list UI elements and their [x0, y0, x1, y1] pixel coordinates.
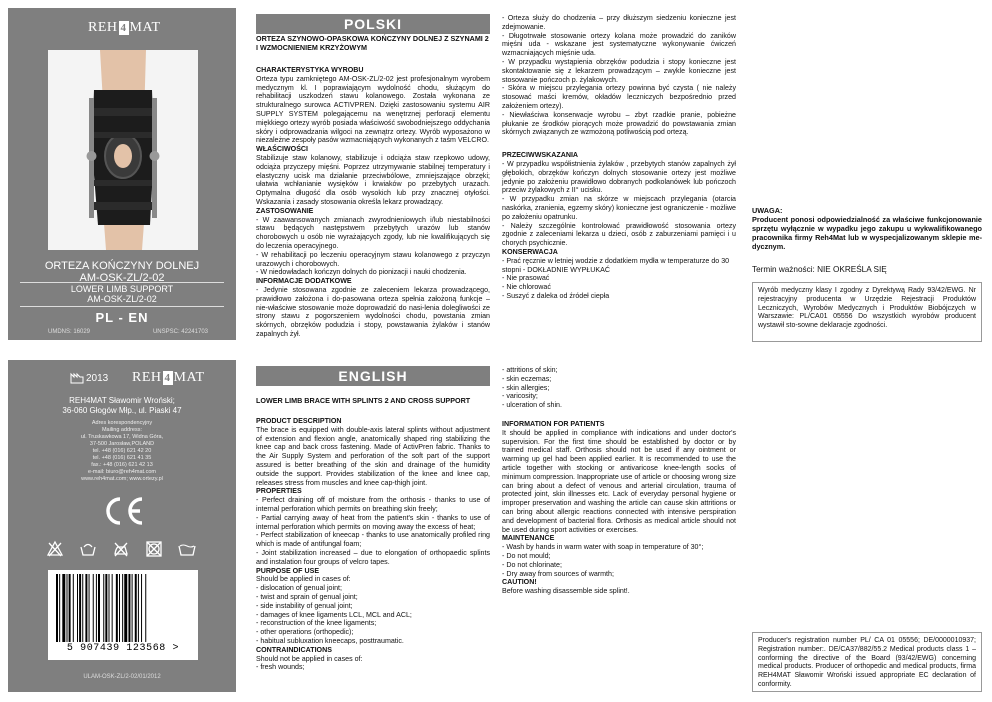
- barcode-bar: [82, 574, 83, 642]
- list-item: - Do not mould;: [502, 551, 551, 560]
- barcode-bar: [56, 574, 58, 642]
- polski-column-2: [502, 14, 736, 301]
- section-heading: PRODUCT DESCRIPTION: [256, 417, 342, 425]
- caution-body: Before washing disassemble side splint!.: [502, 587, 630, 596]
- polski-column-1: [256, 14, 490, 339]
- wash-30-icon: [178, 540, 196, 558]
- list-item: - Perfect draining off of moisture from the orthosis - thanks to use of internal perforation which permits on breathing skin freely;: [256, 496, 490, 513]
- section-heading: CONTRAINDICATIONS: [256, 645, 332, 654]
- list-item: - Prać ręcznie w letniej wodzie z dodatkiem mydła w temperaturze do 30 stopni - DOKŁADNIE WYPŁUKAĆ: [502, 256, 730, 274]
- polski-heading: POLSKI: [256, 14, 490, 34]
- list-item: - Należy szczególnie kontrolować prawidłowość stosowania ortezy zgodnie z zaleceniami lekarza u dzieci, osób z zaburzeniami pamięci i u chorych psychicznie.: [502, 221, 736, 248]
- product-cover-panel: [8, 8, 236, 340]
- product-title: ORTEZA KOŃCZYNY DOLNEJ AM-OSK-ZL/2-02: [44, 260, 200, 284]
- product-codes: [48, 329, 208, 335]
- barcode-bar: [112, 574, 113, 642]
- list-item: - Nie chlorować: [502, 283, 551, 292]
- section-heading: PURPOSE OF USE: [256, 566, 320, 575]
- barcode-bar: [93, 574, 94, 642]
- barcode-bar: [62, 574, 65, 642]
- list-intro: Should not be applied in cases of:: [256, 654, 363, 663]
- barcode-bar: [98, 574, 100, 642]
- list-item: - Partial carrying away of heat from the patient's skin - thanks to use of internal perforation which permits on moving away the excess of heat;: [256, 513, 490, 531]
- barcode-bars: [54, 574, 192, 642]
- section-heading: CHARAKTERYSTYKA WYROBU: [256, 66, 364, 74]
- ce-mark-icon: [102, 496, 146, 526]
- company-name: REH4MAT Sławomir Wroński; 36-060 Głogów Młp., ul. Piaski 47: [62, 396, 182, 415]
- section-heading: KONSERWACJA: [502, 247, 558, 256]
- list-item: - ulceration of shin.: [502, 401, 562, 410]
- brand-logo: REH 4 MAT: [132, 370, 205, 385]
- barcode-bar: [138, 574, 139, 642]
- divider: [20, 306, 224, 307]
- list-item: - skin eczemas;: [502, 374, 552, 383]
- product-subtitle: LOWER LIMB SUPPORT AM-OSK-ZL/2-02: [70, 284, 174, 304]
- list-item: - W niedowładach kończyn dolnych do pionizacji i nauki chodzenia.: [256, 268, 467, 277]
- list-item: - W rehabilitacji po leczeniu operacyjnym stawu kolanowego z przyczyn urazowych i chorobowych.: [256, 250, 490, 268]
- list-item: - W przypadku współistnienia żylaków , przebytych stanów zapalnych żył głębokich, obrzęków kończyn dolnych stosowanie ortezy jest możliwe jedynie po założeniu prawidłowo dobranych podkolanówek lub pończoch przeciw żylakowych z II° ucisku.: [502, 159, 736, 195]
- list-item: - Nie prasować: [502, 274, 550, 283]
- list-item: - W zaawansowanych zmianach zwyrodnieniowych i/lub niestabilności stawu będących następstwem przebytych urazów lub stanów chorobowych u osób nie wyrażających zgody, lub nie kwalifikujących się do leczenia operacyjnego.: [256, 215, 490, 250]
- leaflet-code: ULAM-OSK-ZL/2-02/01/2012: [83, 674, 161, 680]
- english-product-title: LOWER LIMB BRACE WITH SPLINTS 2 AND CROSS SUPPORT: [256, 396, 471, 405]
- list-item: - Jedynie stosowana zgodnie ze zaleceniem lekarza prowadzącego, prawidłowo założona i do-pasowana orteza spełnia założoną funkcje – nie-właściwe stosowanie może doprowadzić do nasi-lenia dolegliwości ze strony stawu z pogorszeniem wydolności chodu, powstania zmian skórnych, obrzęków podudzia i stopy, powstawania żylaków i stanów zapalnych żył.: [256, 285, 490, 338]
- list-item: - Długotrwałe stosowanie ortezy kolana może prowadzić do zaników mięśni uda - wskazane jest systematyczne wykonywanie ćwiczeń wzmacniających mięśnie uda.: [502, 31, 736, 58]
- barcode-bar: [77, 574, 78, 642]
- expiry-note: Termin ważności: NIE OKREŚLA SIĘ: [752, 265, 887, 274]
- hand-wash-icon: [79, 540, 97, 558]
- section-body: The brace is equipped with double-axis lateral splints without adjustment of extension and flexion angle, anatomically shaped ring stabilizing the knee cap and back cross fastening. Made of ActivPren fabric. Thanks to the Air Supply System and perforation of the soft part of the support assured is better breathing of the skin and drainage of the humidity outside the support. Provides stabilization of the knee and knee cap, releases stress from muscles and knee cap-thigh joint.: [256, 425, 490, 487]
- barcode-bar: [135, 574, 137, 642]
- barcode-bar: [132, 574, 133, 642]
- mailing-address: Adres korespondencyjny Mailing address: ul. Truskawkowa 17, Widna Góra, 37-500 Jarosław,POLAND tel. +48 (016) 621 42 20 tel. +48 (016) 621 41 35 fax.: +48 (016) 621 42 13 e-mail: biuro@reh4mat.com www.reh4mat.com; www.ortezy.pl: [80, 420, 164, 482]
- section-body: It should be applied in compliance with indications and under doctor's supervision. For the first time should be established by doctor or by trained medical staff. Orthosis should not be used if any ointment or warming up gel had been applied earlier. It is recommended to use the article together with stocking or antivaricose knee-length socks of minimum compression. Inappropriate use of article or choosing wrong size can bring about a defect of venous and arterial circulation, trauma of protected joint, skin illnesses etc. Lack of everyday personal hygiene or improper preservation and washing the article can cause skin attritions or can bring about allergic reactions connected with intensive perspiration and development of bacterial flora. Orthosis as medical article should not be used during sport activities or exercises.: [502, 428, 736, 534]
- list-item: - Orteza służy do chodzenia – przy dłuższym siedzeniu konieczne jest zdejmowanie.: [502, 14, 736, 31]
- year-mark: 2013: [70, 372, 108, 384]
- barcode-bar: [59, 574, 60, 642]
- list-item: - dislocation of genual joint;: [256, 584, 342, 593]
- list-item: - other operations (orthopedic);: [256, 628, 354, 637]
- no-tumble-dry-icon: [145, 540, 163, 558]
- barcode-bar: [145, 574, 146, 642]
- list-item: - Do not chlorinate;: [502, 560, 562, 569]
- list-item: - skin allergies;: [502, 383, 550, 392]
- list-item: - reconstruction of the knee ligaments;: [256, 619, 377, 628]
- factory-icon: [70, 372, 84, 384]
- barcode-bar: [109, 574, 110, 642]
- section-heading: MAINTENANCE: [502, 534, 555, 543]
- back-cover-panel: [8, 360, 236, 692]
- no-iron-icon: [112, 540, 130, 558]
- pl-registration-box: Wyrób medyczny klasy I zgodny z Dyrektywą Rady 93/42/EWG. Nr rejestracyjny producenta w Urzędzie Rejestracji Produktów Leczniczych, Wyrobów Medycznych i Produktów Biobójczych w Warszawie: PL/CA01 05556 Do wszystkich wyrobów producent wystawił sto-sowne deklaracje zgodności.: [752, 282, 982, 342]
- warning-note: [752, 206, 982, 251]
- barcode-bar: [96, 574, 97, 642]
- english-column-1: [256, 366, 490, 672]
- barcode-bar: [89, 574, 90, 642]
- list-intro: Should be applied in cases of:: [256, 575, 351, 584]
- barcode-bar: [141, 574, 142, 642]
- list-item: - Skóra w miejscu przylegania ortezy powinna być czysta ( nie należy stosować maści kremów, okładów leczniczych bezpośrednio przed założeniem ortezy).: [502, 84, 736, 110]
- section-heading: PRZECIWWSKAZANIA: [502, 151, 579, 160]
- list-item: - varicosity;: [502, 392, 538, 401]
- barcode: [48, 570, 198, 660]
- barcode-bar: [122, 574, 123, 642]
- barcode-bar: [119, 574, 120, 642]
- section-heading: WŁAŚCIWOŚCI: [256, 145, 309, 154]
- barcode-bar: [79, 574, 81, 642]
- divider: [20, 282, 224, 283]
- list-item: - fresh wounds;: [256, 663, 305, 672]
- knee-brace-image: [48, 50, 198, 250]
- brand-logo: REH 4 MAT: [88, 20, 161, 35]
- barcode-bar: [103, 574, 104, 642]
- list-item: - twist and sprain of genual joint;: [256, 592, 358, 601]
- warning-text: UWAGA: Producent ponosi odpowiedzialność za właściwe funkcjonowanie sprzętu wyłącznie w wypadku jego zakupu u wykwalifikowanego pracownika firmy Reh4Mat lub w wyspecjalizowanym sklepie me-dycznym.: [752, 206, 982, 251]
- language-label: PL - EN: [95, 310, 149, 325]
- en-registration-box: Producer's registration number PL/ CA 01 05556; DE/0000010937; Registration number:. DE/CA37/882/55.2 Medical products class 1 – conforming the directive of the Board (93/42/EWG) concerning medical products. Producer of orthopedic and medical products, firma REH4MAT Sławomir Wroński issued appropriate EC declaration of conformity.: [752, 632, 982, 692]
- barcode-bar: [116, 574, 118, 642]
- list-item: - damages of knee ligaments LCL, MCL and ACL;: [256, 610, 412, 619]
- english-heading: ENGLISH: [256, 366, 490, 386]
- section-body: Orteza typu zamkniętego AM-OSK-ZL/2-02 jest profesjonalnym wyrobem medycznym kl. I poprawiającym wydolność chodu, służącym do rehabilitacji uszkodzeń stawu kolanowego. Została wykonana ze strukturalnego surowca ACTIVPREN. Dzięki zastosowaniu systemu AIR SUPPLY SYSTEM polegającemu na wenętrznej perforacji elementu miękkiego ortezy wyrób posiada właściwość swobodniejszego oddychania skóry i odprowadzania wilgoci na zewnątrz ortezy. Wyrób wyposażono w niezależne zespoły pasów wzmacniających wykonanych z taśm VELCRO.: [256, 74, 490, 145]
- list-item: - Wash by hands in warm water with soap in temperature of 30°;: [502, 543, 704, 552]
- barcode-bar: [124, 574, 127, 642]
- unspsc-code: UNSPSC: 42241703: [152, 329, 208, 335]
- barcode-bar: [128, 574, 130, 642]
- list-item: - Dry away from sources of warmth;: [502, 569, 614, 578]
- list-item: - habitual subluxation kneecaps, posttraumatic.: [256, 636, 404, 645]
- section-heading: INFORMACJE DODATKOWE: [256, 277, 352, 286]
- barcode-bar: [73, 574, 74, 642]
- product-photo: [48, 50, 198, 250]
- section-body: Stabilizuje staw kolanowy, stabilizuje i odciąża staw rzepkowo udowy, odciąża przyczepy mięśni. Poprzez utrzymywanie stabilnej temperatury i elastyczny ucisk ma działanie przeciwbólowe, zmniejszające obrzęki; ułatwia wchłanianie wysięków i krwiaków po przebytych urazach. Optymalna długość dla osób wysokich lub przy znacznej otyłości. Wskazania i zasady stosowania określa lekarz prowadzący.: [256, 153, 490, 206]
- section-heading: PROPERTIES: [256, 487, 302, 496]
- list-item: - Joint stabilization increased – due to elongation of orthopaedic splints and instalation four groups of velcro tapes.: [256, 548, 490, 566]
- barcode-bar: [69, 574, 71, 642]
- list-item: - Niewłaściwa konserwacje wyrobu – zbyt rzadkie pranie, pobieżne płukanie ze środków piorących może prowadzić do powstawania zmian skórnych związanych ze wzmożoną potliwością pod ortezą.: [502, 110, 736, 137]
- barcode-bar: [67, 574, 68, 642]
- list-item: - Perfect stabilization of kneecap - thanks to use anatomically profiled ring which is made of antifungal foam;: [256, 531, 490, 549]
- polski-product-title: ORTEZA SZYNOWO-OPASKOWA KOŃCZYNY DOLNEJ Z SZYNAMI 2 I WZMOCNIENIEM KRZYŻOWYM: [256, 34, 489, 52]
- barcode-bar: [105, 574, 107, 642]
- care-symbols: [46, 540, 196, 558]
- list-item: - side instability of genual joint;: [256, 601, 353, 610]
- caution-heading: CAUTION!: [502, 578, 537, 587]
- section-heading: INFORMATION FOR PATIENTS: [502, 419, 605, 428]
- barcode-number: 5 907439 123568 >: [66, 643, 180, 654]
- list-item: - attritions of skin;: [502, 366, 558, 374]
- no-bleach-icon: [46, 540, 64, 558]
- english-column-2: [502, 366, 736, 596]
- section-heading: ZASTOSOWANIE: [256, 206, 314, 215]
- list-item: - W przypadku wystąpienia obrzęków podudzia i stopy konieczne jest skontaktowanie się z lekarzem prowadzącym – zwykle konieczne jest stosowanie pończoch p. żylakowych.: [502, 57, 736, 84]
- umdns-code: UMDNS: 16029: [48, 329, 91, 335]
- list-item: - Suszyć z daleka od źródeł ciepła: [502, 291, 610, 300]
- barcode-bar: [85, 574, 87, 642]
- list-item: - W przypadku zmian na skórze w miejscach przylegania (otarcia naskórka, zranienia, egzemy skóry) konieczne jest ograniczenie - możliwe po założeniu opatrunku.: [502, 195, 736, 221]
